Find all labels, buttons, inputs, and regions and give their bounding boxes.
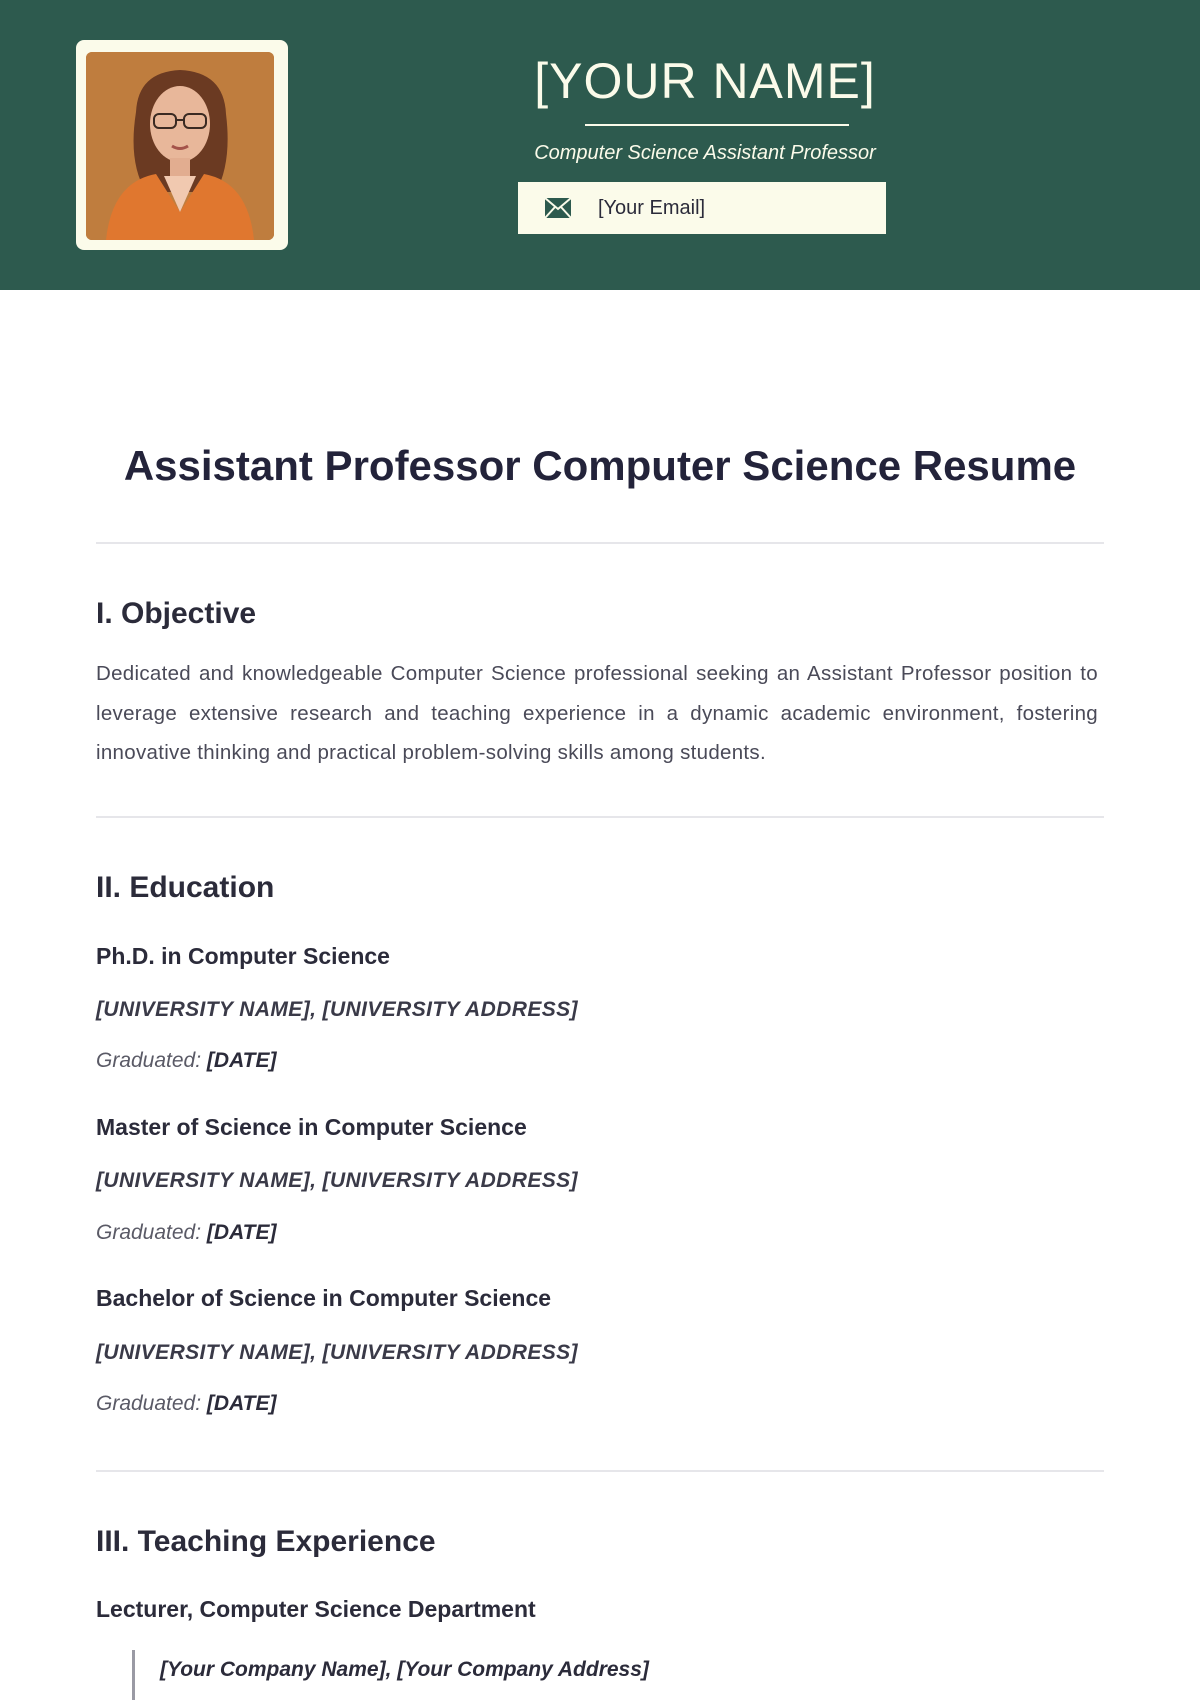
degree-title: Ph.D. in Computer Science — [96, 943, 390, 969]
profile-photo — [86, 52, 274, 240]
graduation-line — [96, 1047, 277, 1075]
applicant-role: Computer Science Assistant Professor — [534, 142, 876, 164]
university-line: [UNIVERSITY NAME], [UNIVERSITY ADDRESS] — [96, 1169, 578, 1192]
divider — [96, 542, 1104, 544]
graduation-date: [DATE] — [206, 1049, 277, 1072]
education-heading: II. Education — [96, 871, 275, 904]
graduated-label: Graduated: — [96, 1221, 207, 1244]
teaching-heading: III. Teaching Experience — [96, 1525, 436, 1558]
objective-heading: I. Objective — [96, 597, 257, 630]
photo-frame — [76, 40, 288, 250]
email-address[interactable]: [Your Email] — [598, 197, 706, 219]
graduation-line — [96, 1390, 277, 1418]
header-band — [0, 0, 1200, 290]
graduation-date: [DATE] — [206, 1392, 277, 1415]
name-underline — [585, 124, 849, 126]
graduation-date: [DATE] — [206, 1221, 277, 1244]
degree-title: Bachelor of Science in Computer Science — [96, 1285, 552, 1311]
page-title: Assistant Professor Computer Science Resume — [123, 442, 1077, 489]
email-box — [518, 182, 886, 234]
quote-bar — [132, 1650, 135, 1700]
university-line: [UNIVERSITY NAME], [UNIVERSITY ADDRESS] — [96, 998, 578, 1021]
divider — [96, 816, 1104, 818]
position-title: Lecturer, Computer Science Department — [96, 1596, 536, 1622]
divider — [96, 1470, 1104, 1472]
graduated-label: Graduated: — [96, 1392, 207, 1415]
graduated-label: Graduated: — [96, 1049, 207, 1072]
envelope-icon — [544, 197, 572, 219]
degree-title: Master of Science in Computer Science — [96, 1114, 527, 1140]
objective-text: Dedicated and knowledgeable Computer Science professional seeking an Assistant Professor position to leverage extensive research and teaching experience in a dynamic academic environment, fostering innovative thinking and practical problem-solving skills among students. — [96, 662, 1098, 764]
graduation-line — [96, 1219, 277, 1247]
university-line: [UNIVERSITY NAME], [UNIVERSITY ADDRESS] — [96, 1341, 578, 1364]
applicant-name: [YOUR NAME] — [534, 53, 876, 109]
company-line: [Your Company Name], [Your Company Address] — [160, 1658, 649, 1681]
